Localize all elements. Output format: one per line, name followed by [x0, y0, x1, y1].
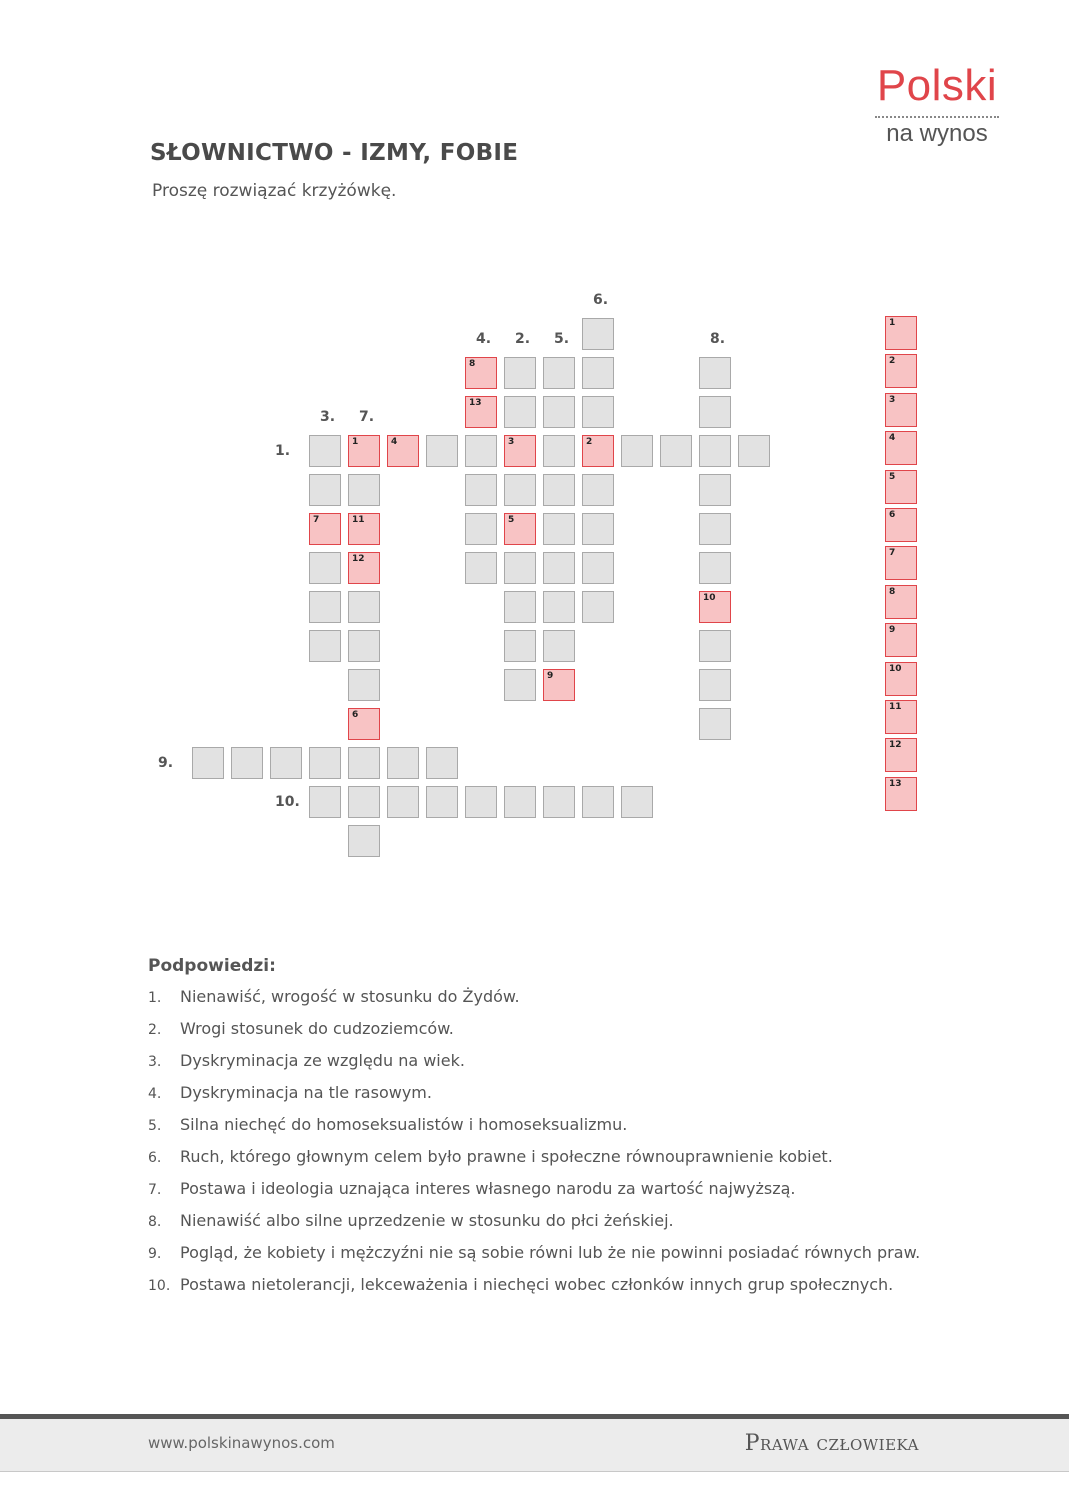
hint-text: Dyskryminacja na tle rasowym. [180, 1083, 432, 1102]
cell-number: 4 [889, 433, 896, 444]
crossword-cell[interactable] [504, 396, 536, 428]
clue-number-label: 8. [710, 331, 726, 347]
hint-number: 9. [148, 1246, 162, 1262]
cell-number: 11 [889, 702, 902, 712]
crossword-cell[interactable] [387, 747, 419, 779]
hint-number: 5. [148, 1118, 162, 1134]
hint-item [148, 1080, 920, 1112]
hint-text: Pogląd, że kobiety i mężczyźni nie są sobie równi lub że nie powinni posiadać równych praw. [180, 1243, 921, 1262]
crossword-cell[interactable] [543, 396, 575, 428]
cell-number: 12 [352, 554, 365, 564]
solution-cell[interactable] [885, 662, 917, 696]
crossword-cell[interactable] [543, 669, 575, 701]
hint-item [148, 1208, 920, 1240]
hints-title: Podpowiedzi: [148, 956, 276, 976]
clue-number-label: 3. [320, 409, 336, 425]
crossword-cell[interactable] [387, 435, 419, 467]
hint-text: Ruch, którego głownym celem było prawne i społeczne równouprawnienie kobiet. [180, 1147, 833, 1166]
crossword-cell[interactable] [699, 396, 731, 428]
crossword-cell[interactable] [582, 591, 614, 623]
hint-number: 4. [148, 1086, 162, 1102]
solution-cell[interactable] [885, 508, 917, 542]
crossword-cell[interactable] [465, 786, 497, 818]
hint-item [148, 1272, 920, 1304]
clue-number-label: 4. [476, 331, 492, 347]
solution-cell[interactable] [885, 777, 917, 811]
hint-item [148, 1240, 920, 1272]
cell-number: 13 [889, 778, 902, 789]
solution-cell[interactable] [885, 623, 917, 657]
crossword-cell[interactable] [348, 669, 380, 701]
solution-cell[interactable] [885, 585, 917, 619]
crossword-cell[interactable] [582, 552, 614, 584]
crossword-cell[interactable] [543, 552, 575, 584]
crossword-cell[interactable] [465, 435, 497, 467]
hint-number: 1. [148, 990, 162, 1006]
crossword-cell[interactable] [621, 786, 653, 818]
cell-number: 12 [889, 740, 902, 751]
crossword-cell[interactable] [309, 435, 341, 467]
crossword-cell[interactable] [582, 474, 614, 506]
crossword-cell[interactable] [387, 786, 419, 818]
crossword-cell[interactable] [309, 552, 341, 584]
crossword-cell[interactable] [465, 552, 497, 584]
crossword-cell[interactable] [699, 591, 731, 623]
clue-number-label: 1. [275, 443, 291, 459]
solution-cell[interactable] [885, 393, 917, 427]
cell-number: 8 [889, 586, 896, 597]
cell-number: 8 [469, 359, 476, 369]
crossword-cell[interactable] [426, 786, 458, 818]
crossword-cell[interactable] [465, 474, 497, 506]
crossword-cell[interactable] [621, 435, 653, 467]
crossword-cell[interactable] [465, 513, 497, 545]
crossword-cell[interactable] [699, 435, 731, 467]
logo-top-text: Polski [876, 61, 998, 110]
cell-number: 10 [889, 663, 902, 674]
crossword-cell[interactable] [309, 513, 341, 545]
footer-section-title: Prawa człowieka [744, 1431, 919, 1456]
page-title: SŁOWNICTWO - IZMY, FOBIE [150, 140, 519, 166]
hints-list [148, 984, 920, 1304]
crossword-cell[interactable] [465, 357, 497, 389]
hint-number: 8. [148, 1214, 162, 1230]
crossword-cell[interactable] [582, 396, 614, 428]
crossword-cell[interactable] [348, 630, 380, 662]
cell-number: 6 [889, 510, 896, 520]
cell-number: 5 [508, 515, 515, 525]
crossword-cell[interactable] [348, 825, 380, 857]
cell-number: 4 [391, 437, 398, 447]
crossword-cell[interactable] [543, 630, 575, 662]
cell-number: 11 [352, 515, 365, 525]
cell-number: 2 [586, 437, 593, 447]
crossword-cell[interactable] [504, 435, 536, 467]
hint-text: Wrogi stosunek do cudzoziemców. [180, 1019, 454, 1038]
cell-number: 5 [889, 471, 896, 482]
crossword-cell[interactable] [348, 747, 380, 779]
crossword-cell[interactable] [699, 552, 731, 584]
crossword-cell[interactable] [309, 786, 341, 818]
crossword-cell[interactable] [582, 786, 614, 818]
crossword-cell[interactable] [699, 474, 731, 506]
crossword-cell[interactable] [192, 747, 224, 779]
hint-text: Nienawiść albo silne uprzedzenie w stosunku do płci żeńskiej. [180, 1211, 674, 1230]
crossword-cell[interactable] [348, 552, 380, 584]
crossword-cell[interactable] [465, 396, 497, 428]
crossword-cell[interactable] [270, 747, 302, 779]
cell-number: 3 [889, 394, 896, 405]
cell-number: 6 [352, 710, 359, 720]
crossword-cell[interactable] [660, 435, 692, 467]
crossword-cell[interactable] [504, 630, 536, 662]
crossword-cell[interactable] [699, 513, 731, 545]
solution-cell[interactable] [885, 354, 917, 388]
crossword-cell[interactable] [426, 435, 458, 467]
clue-number-label: 10. [275, 794, 300, 810]
cell-number: 2 [889, 356, 896, 367]
crossword-cell[interactable] [699, 357, 731, 389]
logo-bottom-text: na wynos [886, 120, 988, 147]
crossword-cell[interactable] [348, 708, 380, 740]
crossword-cell[interactable] [543, 513, 575, 545]
crossword-cell[interactable] [309, 474, 341, 506]
footer-url[interactable]: www.polskinawynos.com [148, 1434, 335, 1452]
crossword-cell[interactable] [348, 474, 380, 506]
cell-number: 7 [313, 515, 320, 525]
hint-number: 10. [148, 1278, 171, 1294]
crossword-cell[interactable] [699, 669, 731, 701]
solution-cell[interactable] [885, 316, 917, 350]
clue-number-label: 2. [515, 331, 531, 347]
crossword-cell[interactable] [504, 513, 536, 545]
hint-item [148, 1048, 920, 1080]
hint-text: Postawa i ideologia uznająca interes własnego narodu za wartość najwyższą. [180, 1179, 796, 1198]
clue-number-label: 6. [593, 292, 609, 308]
cell-number: 10 [703, 593, 716, 603]
crossword-cell[interactable] [504, 474, 536, 506]
crossword-cell[interactable] [309, 747, 341, 779]
hint-item [148, 984, 920, 1016]
hint-number: 6. [148, 1150, 162, 1166]
hint-text: Postawa nietolerancji, lekceważenia i niechęci wobec członków innych grup społecznych. [180, 1275, 894, 1294]
crossword-cell[interactable] [543, 474, 575, 506]
crossword-cell[interactable] [309, 630, 341, 662]
cell-number: 9 [889, 625, 896, 636]
cell-number: 1 [889, 318, 896, 328]
hint-item [148, 1112, 920, 1144]
solution-cell[interactable] [885, 431, 917, 465]
crossword-cell[interactable] [348, 786, 380, 818]
hint-number: 3. [148, 1054, 162, 1070]
crossword-cell[interactable] [309, 591, 341, 623]
hint-item [148, 1144, 920, 1176]
hint-text: Nienawiść, wrogość w stosunku do Żydów. [180, 987, 520, 1006]
cell-number: 1 [352, 437, 359, 447]
hint-text: Silna niechęć do homoseksualistów i homoseksualizmu. [180, 1115, 628, 1134]
crossword-cell[interactable] [348, 591, 380, 623]
crossword-cell[interactable] [699, 630, 731, 662]
crossword-cell[interactable] [543, 786, 575, 818]
hint-item [148, 1176, 920, 1208]
crossword-cell[interactable] [426, 747, 458, 779]
hint-number: 2. [148, 1022, 162, 1038]
crossword-cell[interactable] [348, 435, 380, 467]
crossword-cell[interactable] [738, 435, 770, 467]
clue-number-label: 5. [554, 331, 570, 347]
crossword-cell[interactable] [543, 357, 575, 389]
crossword-cell[interactable] [582, 513, 614, 545]
solution-cell[interactable] [885, 546, 917, 580]
clue-number-label: 9. [158, 755, 174, 771]
crossword-cell[interactable] [504, 591, 536, 623]
crossword-cell[interactable] [543, 435, 575, 467]
crossword-cell[interactable] [231, 747, 263, 779]
hint-number: 7. [148, 1182, 162, 1198]
solution-cell[interactable] [885, 738, 917, 772]
hint-text: Dyskryminacja ze względu na wiek. [180, 1051, 465, 1070]
crossword-cell[interactable] [582, 357, 614, 389]
crossword-cell[interactable] [543, 591, 575, 623]
crossword-cell[interactable] [504, 669, 536, 701]
cell-number: 13 [469, 398, 482, 408]
crossword-cell[interactable] [504, 552, 536, 584]
solution-cell[interactable] [885, 470, 917, 504]
solution-cell[interactable] [885, 700, 917, 734]
page-subtitle: Proszę rozwiązać krzyżówkę. [152, 181, 397, 201]
cell-number: 9 [547, 671, 554, 681]
cell-number: 3 [508, 437, 515, 447]
crossword-cell[interactable] [348, 513, 380, 545]
crossword-cell[interactable] [582, 435, 614, 467]
crossword-cell[interactable] [504, 786, 536, 818]
crossword-cell[interactable] [504, 357, 536, 389]
clue-number-label: 7. [359, 409, 375, 425]
crossword-cell[interactable] [582, 318, 614, 350]
crossword-cell[interactable] [699, 708, 731, 740]
cell-number: 7 [889, 548, 896, 559]
hint-item [148, 1016, 920, 1048]
